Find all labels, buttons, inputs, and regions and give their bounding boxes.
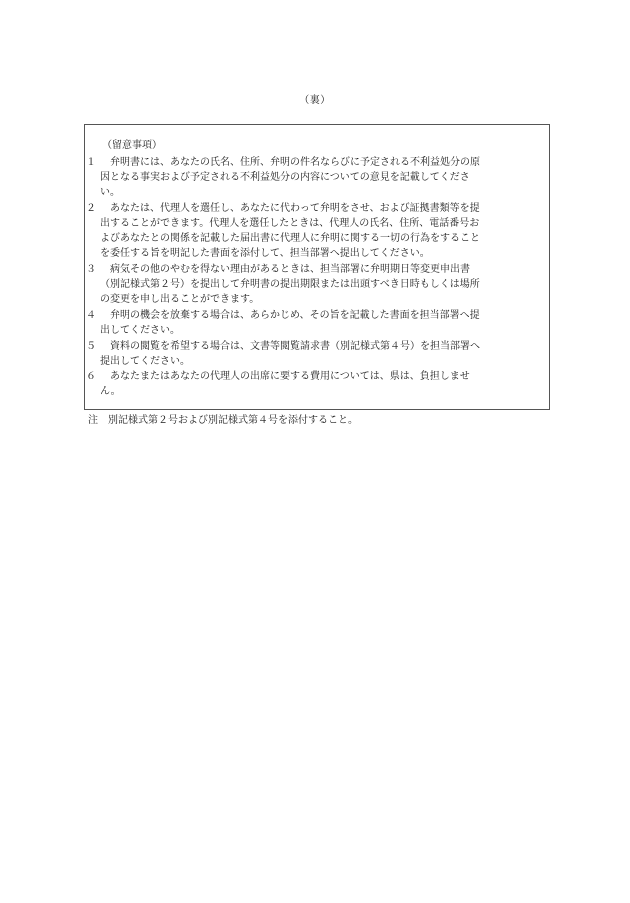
notice-item-6: [85, 369, 549, 414]
item-line: あなたは、代理人を選任し、あなたに代わって弁明をさせ、および証拠書類等を提: [100, 203, 480, 214]
item-line: ん。: [100, 386, 121, 397]
notice-box: [84, 124, 550, 410]
item-text: [100, 201, 549, 261]
item-line: 提出してください。: [100, 356, 190, 367]
page-title: （裏）: [299, 95, 331, 106]
item-line: を委任する旨を明記した書面を添付して、担当部署へ提出してください。: [100, 248, 430, 259]
item-text: [100, 339, 549, 369]
item-number: ５: [86, 341, 96, 352]
item-number: ２: [86, 203, 96, 214]
item-line: 因となる事実および予定される不利益処分の内容についての意見を記載してくださ: [100, 172, 470, 183]
item-number: ４: [86, 310, 96, 321]
item-line: あなたまたはあなたの代理人の出席に要する費用については、県は、負担しませ: [100, 371, 470, 382]
notice-item-2: [85, 201, 549, 259]
item-number: １: [86, 157, 96, 168]
item-line: 出することができます。代理人を選任したときは、代理人の氏名、住所、電話番号お: [100, 218, 480, 229]
item-line: 弁明の機会を放棄する場合は、あらかじめ、その旨を記載した書面を担当部署へ提: [100, 310, 480, 321]
footnote: 注 別記様式第２号および別記様式第４号を添付すること。: [88, 415, 358, 426]
item-number: ６: [86, 371, 96, 382]
item-line: の変更を申し出ることができます。: [100, 294, 260, 305]
notice-item-3: [85, 262, 549, 307]
item-number: ３: [86, 264, 96, 275]
item-text: [100, 308, 549, 338]
item-line: 資料の閲覧を希望する場合は、文書等閲覧請求書（別記様式第４号）を担当部署へ: [100, 341, 480, 352]
item-line: 出してください。: [100, 325, 180, 336]
item-text: [100, 262, 549, 307]
item-line: 弁明書には、あなたの氏名、住所、弁明の件名ならびに予定される不利益処分の原: [100, 157, 480, 168]
item-line: い。: [100, 187, 120, 198]
item-text: [100, 369, 549, 399]
item-line: （別記様式第２号）を提出して弁明書の提出期限または出頭すべき日時もしくは場所: [100, 279, 480, 290]
item-line: よびあなたとの関係を記載した届出書に代理人に弁明に関する一切の行為をすること: [100, 233, 480, 244]
notice-heading: （留意事項）: [102, 140, 162, 151]
item-text: [100, 155, 549, 200]
item-line: 病気その他のやむを得ない理由があるときは、担当部署に弁明期日等変更申出書: [100, 264, 470, 275]
notice-item-1: [85, 155, 549, 200]
